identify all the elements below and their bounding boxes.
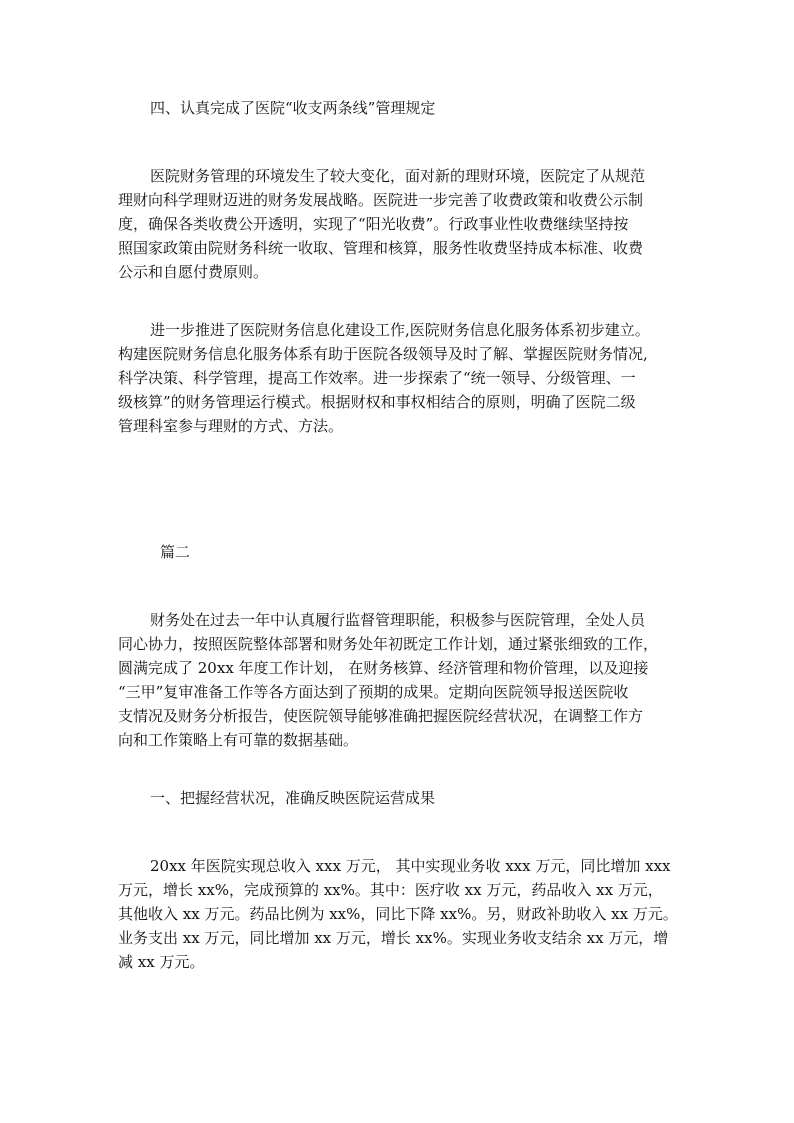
paragraph-line: 构建医院财务信息化服务体系有助于医院各级领导及时了解、掌握医院财务情况,: [118, 345, 648, 363]
paragraph-line: 进一步推进了医院财务信息化建设工作,医院财务信息化服务体系初步建立。: [150, 321, 650, 339]
paragraph-line: 公示和自愿付费原则。: [118, 263, 269, 281]
part-title: 篇二: [160, 543, 191, 561]
paragraph-line: 同心协力，按照医院整体部署和财务处年初既定工作计划，通过紧张细致的工作，: [118, 635, 659, 653]
paragraph-line: 照国家政策由院财务科统一收取、管理和核算，服务性收费坚持成本标准、收费: [118, 239, 644, 257]
paragraph-line: 20xx 年医院实现总收入 xxx 万元， 其中实现业务收 xxx 万元，同比增加 xxx: [150, 857, 671, 875]
section-heading-1: 一、把握经营状况，准确反映医院运营成果: [150, 789, 436, 807]
paragraph-line: “三甲”复审准备工作等各方面达到了预期的成果。定期向医院领导报送医院收: [118, 683, 629, 701]
paragraph-line: 科学决策、科学管理，提高工作效率。进一步探索了“统一领导、分级管理、一: [118, 369, 636, 387]
paragraph-line: 减 xx 万元。: [118, 953, 205, 971]
paragraph-line: 支情况及财务分析报告，使医院领导能够准确把握医院经营状况，在调整工作方: [118, 707, 644, 725]
paragraph-line: 向和工作策略上有可靠的数据基础。: [118, 731, 359, 749]
paragraph-line: 医院财务管理的环境发生了较大变化，面对新的理财环境，医院定了从规范: [150, 167, 646, 185]
paragraph-line: 理财向科学理财迈进的财务发展战略。医院进一步完善了收费政策和收费公示制: [118, 191, 644, 209]
paragraph-line: 其他收入 xx 万元。药品比例为 xx%，同比下降 xx%。另，财政补助收入 xx 万元。: [118, 905, 678, 923]
paragraph-line: 管理科室参与理财的方式、方法。: [118, 417, 344, 435]
paragraph-line: 业务支出 xx 万元，同比增加 xx 万元，增长 xx%。实现业务收支结余 xx 万元，增: [118, 929, 669, 947]
section-heading-4: 四、认真完成了医院“收支两条线”管理规定: [150, 99, 436, 117]
paragraph-line: 圆满完成了 20xx 年度工作计划， 在财务核算、经济管理和物价管理，以及迎接: [118, 659, 649, 677]
paragraph-line: 级核算”的财务管理运行模式。根据财权和事权相结合的原则，明确了医院二级: [118, 393, 636, 411]
paragraph-line: 万元，增长 xx%，完成预算的 xx%。其中：医疗收 xx 万元，药品收入 xx 万元，: [118, 881, 663, 899]
paragraph-line: 度，确保各类收费公开透明，实现了“阳光收费”。行政事业性收费继续坚持按: [118, 215, 629, 233]
paragraph-line: 财务处在过去一年中认真履行监督管理职能，积极参与医院管理，全处人员: [150, 611, 646, 629]
